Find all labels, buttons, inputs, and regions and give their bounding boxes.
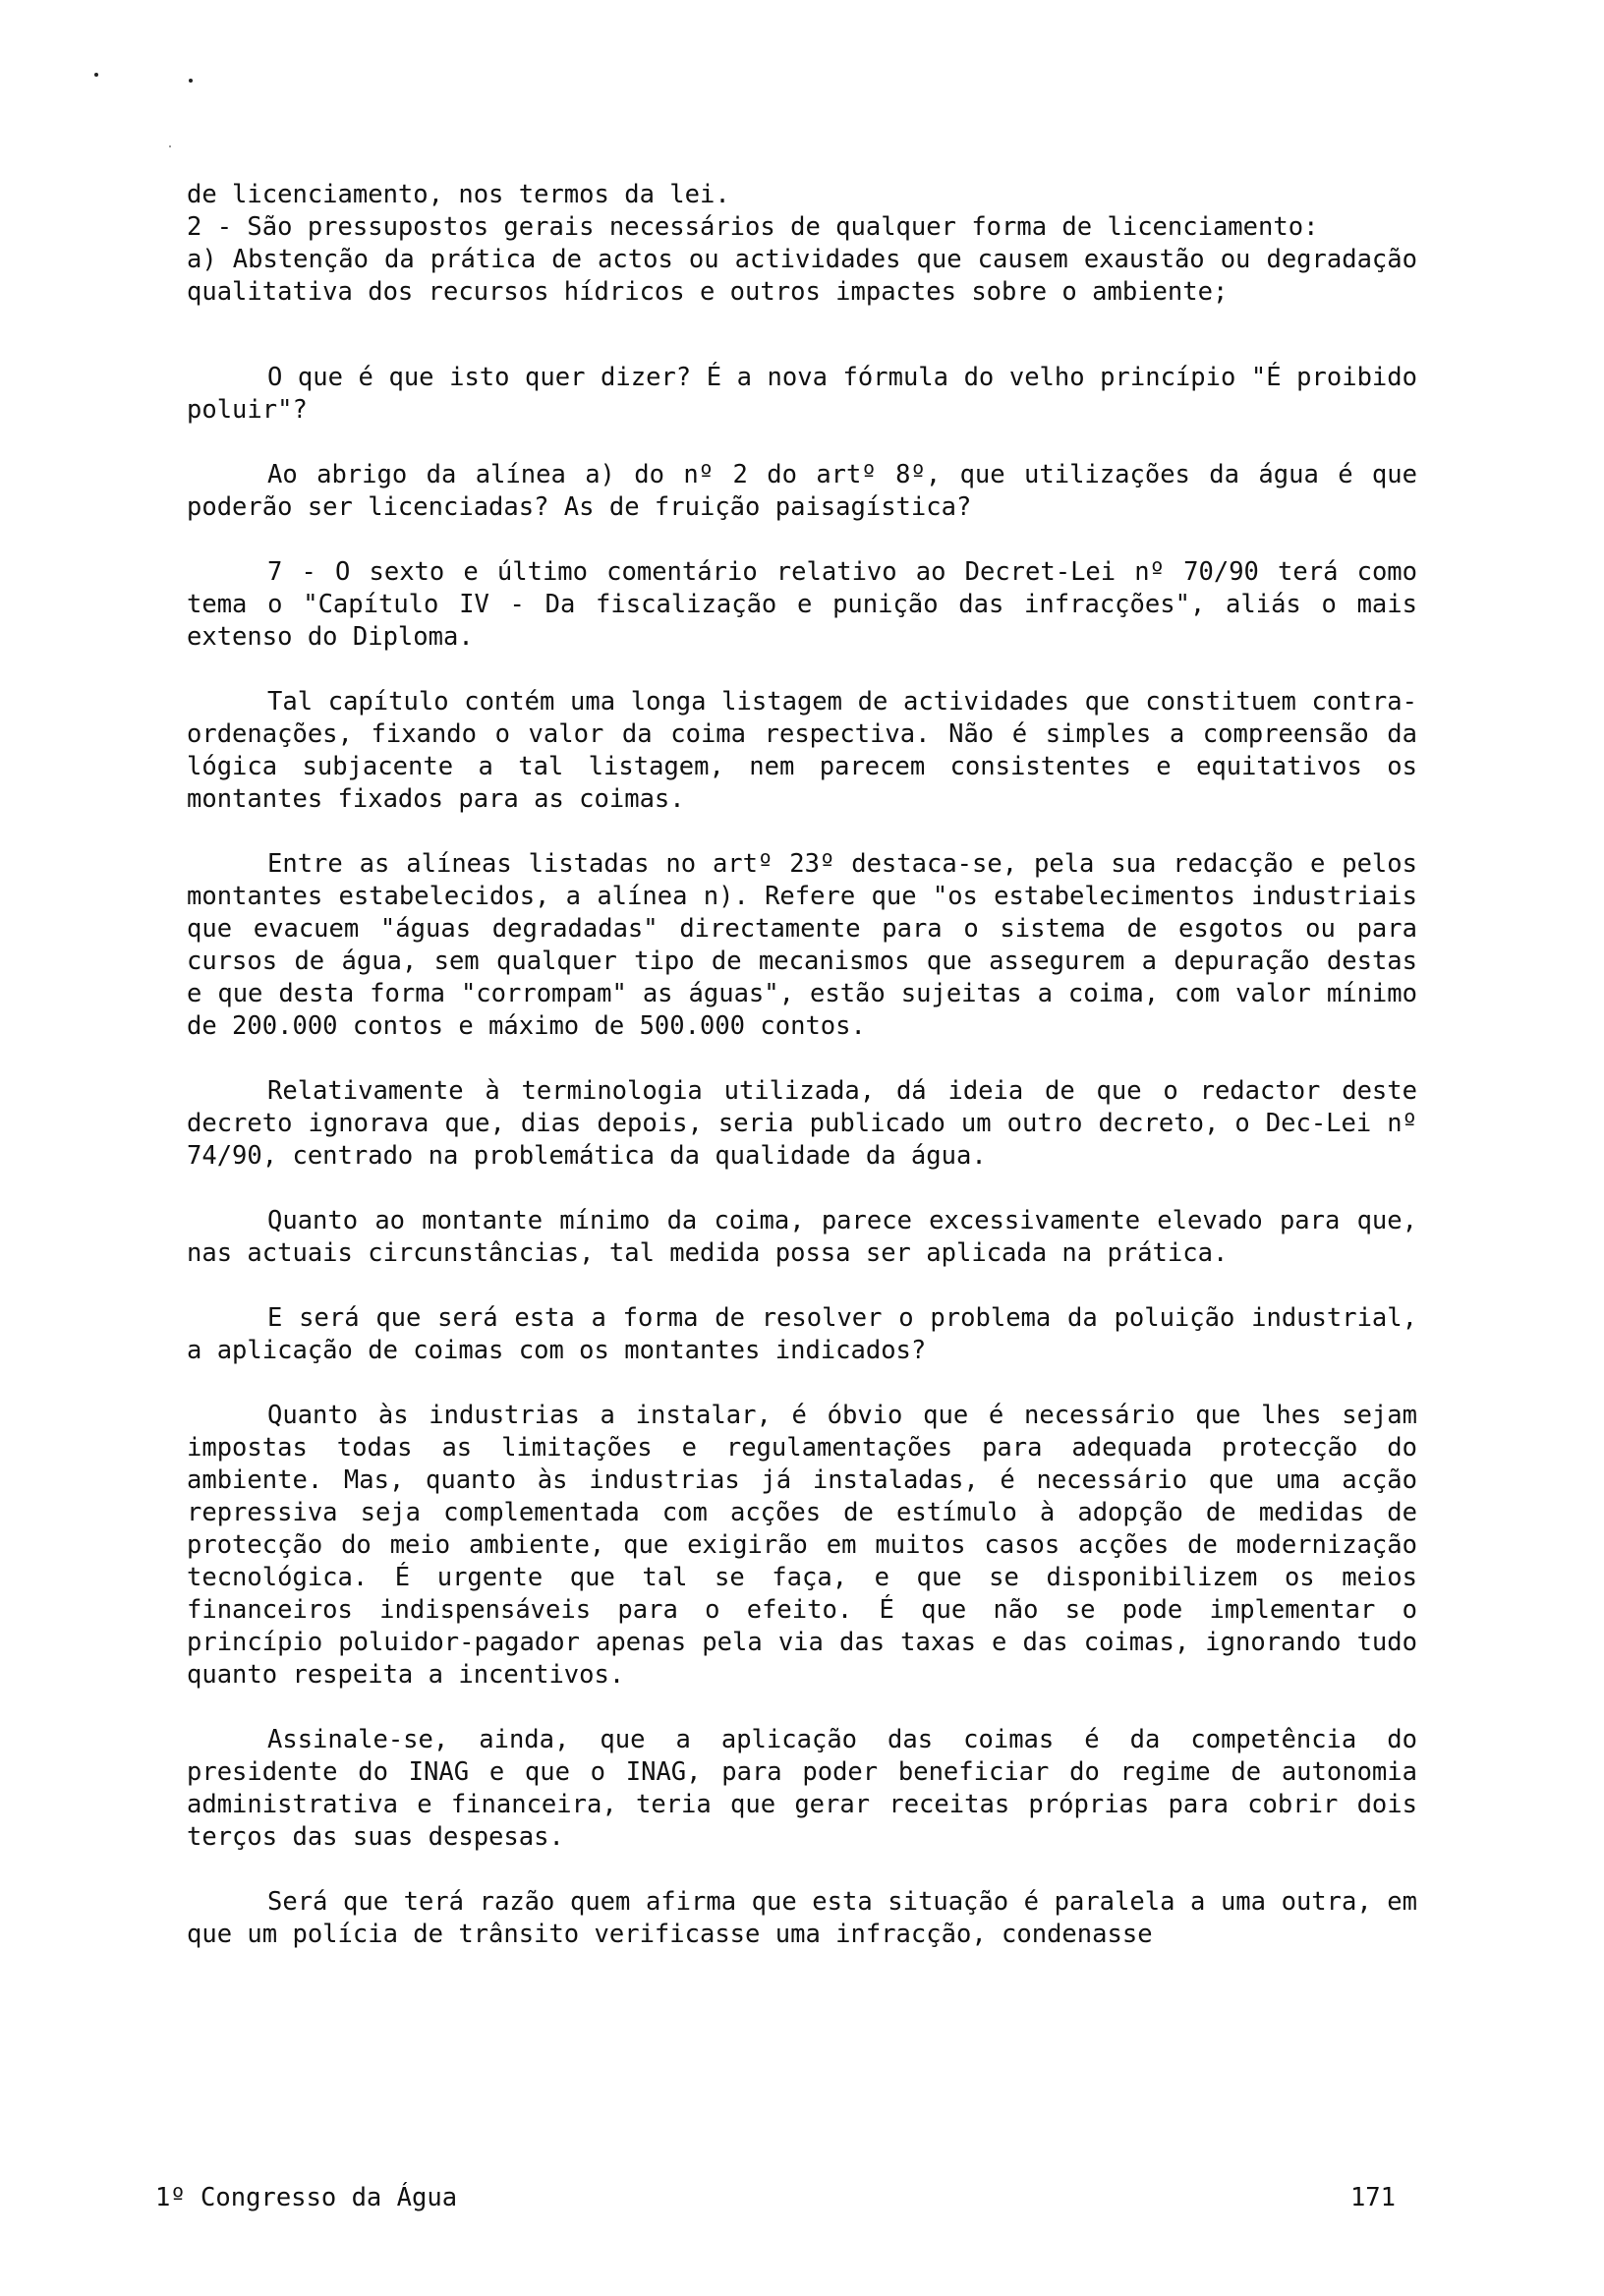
page-footer xyxy=(155,2182,1396,2214)
paragraph-question-formula: O que é que isto quer dizer? É a nova fórmula do velho princípio "É proibido poluir"? xyxy=(187,363,1417,425)
item-a-text: a) Abstenção da prática de actos ou actividades que causem exaustão ou degradação qualitativa dos recursos hídricos e outros impactes sobre o ambiente; xyxy=(187,245,1417,307)
spacer xyxy=(187,309,1417,362)
scan-speck xyxy=(169,145,171,147)
paragraph-question-licensing: Ao abrigo da alínea a) do nº 2 do artº 8º, que utilizações da água é que poderão ser licenciadas? As de fruição paisagística? xyxy=(187,460,1417,522)
paragraph-point-7: 7 - O sexto e último comentário relativo ao Decret-Lei nº 70/90 terá como tema o "Capítulo IV - Da fiscalização e punição das infracções", aliás o mais extenso do Diploma. xyxy=(187,557,1417,652)
paragraph-article-23: Entre as alíneas listadas no artº 23º destaca-se, pela sua redacção e pelos montantes estabelecidos, a alínea n). Refere que "os estabelecimentos industriais que evacuem "águas degradadas" directamente para o sistema de esgotos ou para cursos de água, sem qualquer tipo de mecanismos que assegurem a depuração destas e que desta forma "corrompam" as águas", estão sujeitas a coima, com valor mínimo de 200.000 contos e máximo de 500.000 contos. xyxy=(187,849,1417,1041)
paragraph-chapter-listing: Tal capítulo contém uma longa listagem de actividades que constituem contra-ordenações, fixando o valor da coima respectiva. Não é simples a compreensão da lógica subjacente a tal listagem, nem parecem consistentes e equitativos os montantes fixados para as coimas. xyxy=(187,687,1417,814)
paragraph-terminology: Relativamente à terminologia utilizada, dá ideia de que o redactor deste decreto ignorava que, dias depois, seria publicado um outro decreto, o Dec-Lei nº 74/90, centrado na problemática da qualidade da água. xyxy=(187,1076,1417,1171)
item-2-line: 2 - São pressupostos gerais necessários de qualquer forma de licenciamento: xyxy=(187,212,1319,242)
paragraph-industrial-pollution: E será que será esta a forma de resolver o problema da poluição industrial, a aplicação de coimas com os montantes indicados? xyxy=(187,1303,1417,1365)
paragraph-inag: Assinale-se, ainda, que a aplicação das coimas é da competência do presidente do INAG e que o INAG, para poder beneficiar do regime de autonomia administrativa e financeira, teria que gerar receitas próprias para cobrir dois terços das suas despesas. xyxy=(187,1725,1417,1852)
opening-block xyxy=(187,179,1417,309)
scan-speck xyxy=(189,79,193,83)
continuation-line: de licenciamento, nos termos da lei. xyxy=(187,180,730,209)
footer-conference-title: 1º Congresso da Água xyxy=(155,2183,458,2212)
paragraph-minimum-fine: Quanto ao montante mínimo da coima, parece excessivamente elevado para que, nas actuais circunstâncias, tal medida possa ser aplicada na prática. xyxy=(187,1206,1417,1268)
paragraph-industries: Quanto às industrias a instalar, é óbvio que é necessário que lhes sejam impostas todas as limitações e regulamentações para adequada protecção do ambiente. Mas, quanto às industrias já instaladas, é necessário que uma acção repressiva seja complementada com acções de estímulo à adopção de medidas de protecção do meio ambiente, que exigirão em muitos casos acções de modernização tecnológica. É urgente que tal se faça, e que se disponibilizem os meios financeiros indispensáveis para o efeito. É que não se pode implementar o princípio poluidor-pagador apenas pela via das taxas e das coimas, ignorando tudo quanto respeita a incentivos. xyxy=(187,1401,1417,1690)
document-body xyxy=(187,179,1417,1951)
paragraph-traffic-analogy: Será que terá razão quem afirma que esta situação é paralela a uma outra, em que um polícia de trânsito verificasse uma infracção, condenasse xyxy=(187,1887,1417,1949)
scan-speck xyxy=(94,73,98,77)
page-number: 171 xyxy=(1349,2183,1396,2212)
